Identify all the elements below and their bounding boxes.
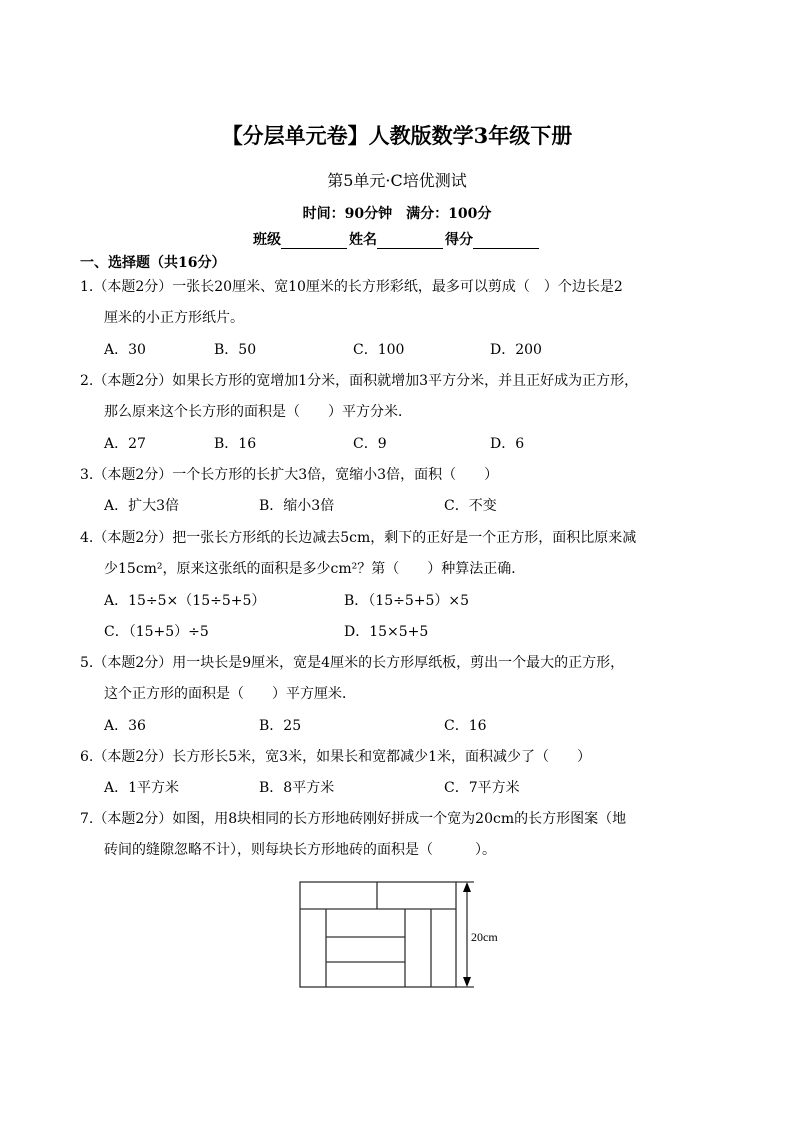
page-title: 【分层单元卷】人教版数学3年级下册 bbox=[221, 123, 573, 148]
q7-line2: 砖间的缝隙忽略不计），则每块长方形地砖的面积是（ ）。 bbox=[104, 842, 496, 858]
q3-opt-b: B．缩小3倍 bbox=[259, 498, 335, 514]
exam-meta: 时间：90分钟 满分：100分 bbox=[302, 206, 492, 222]
q3-opt-a: A．扩大3倍 bbox=[104, 498, 180, 514]
q1-opt-d: D．200 bbox=[490, 342, 542, 358]
class-label: 班级 bbox=[253, 232, 281, 248]
q1-opt-a: A．30 bbox=[104, 342, 146, 358]
q3-opt-c: C．不变 bbox=[444, 498, 497, 514]
q1-line1: 1.（本题2分）一张长20厘米、宽10厘米的长方形彩纸，最多可以剪成（ ）个边长是2 bbox=[80, 279, 623, 295]
q2-line1: 2.（本题2分）如果长方形的宽增加1分米，面积就增加3平方分米，并且正好成为正方形， bbox=[80, 373, 639, 389]
arrow-down-icon bbox=[463, 977, 471, 987]
score-label: 得分 bbox=[445, 232, 473, 248]
q7-line1: 7.（本题2分）如图，用8块相同的长方形地砖刚好拼成一个宽为20cm的长方形图案（地 bbox=[80, 811, 627, 827]
q2-opt-d: D．6 bbox=[490, 436, 525, 452]
q4-opt-c: C．（15+5）÷5 bbox=[104, 624, 209, 640]
arrow-up-icon bbox=[463, 882, 471, 892]
q6-opt-a: A．1平方米 bbox=[104, 780, 180, 796]
q2-opt-c: C．9 bbox=[353, 436, 387, 452]
q6-line1: 6.（本题2分）长方形长5米，宽3米，如果长和宽都减少1米，面积减少了（ ） bbox=[80, 749, 591, 765]
q3-line1: 3.（本题2分）一个长方形的长扩大3倍，宽缩小3倍，面积（ ） bbox=[80, 467, 499, 483]
q4-opt-b: B．（15÷5+5）×5 bbox=[344, 593, 470, 609]
q2-line2: 那么原来这个长方形的面积是（ ）平方分米． bbox=[104, 404, 412, 420]
q1-line2: 厘米的小正方形纸片。 bbox=[104, 310, 244, 326]
q5-line2: 这个正方形的面积是（ ）平方厘米． bbox=[104, 686, 356, 702]
q5-opt-b: B．25 bbox=[259, 718, 302, 734]
q6-opt-b: B．8平方米 bbox=[259, 780, 335, 796]
q5-opt-a: A．36 bbox=[104, 718, 146, 734]
q4-line2: 少15cm²，原来这张纸的面积是多少cm²？第（ ）种算法正确． bbox=[104, 561, 526, 577]
q4-opt-a: A．15÷5×（15÷5+5） bbox=[104, 593, 266, 609]
q2-opt-b: B．16 bbox=[214, 436, 257, 452]
q5-opt-c: C．16 bbox=[444, 718, 487, 734]
subtitle: 第5单元·C培优测试 bbox=[327, 171, 467, 190]
q5-line1: 5.（本题2分）用一块长是9厘米，宽是4厘米的长方形厚纸板，剪出一个最大的正方形， bbox=[80, 655, 625, 671]
q2-opt-a: A．27 bbox=[104, 436, 146, 452]
q4-line1: 4.（本题2分）把一张长方形纸的长边减去5cm，剩下的正好是一个正方形，面积比原来减 bbox=[80, 530, 637, 546]
q1-opt-c: C．100 bbox=[353, 342, 405, 358]
name-label: 姓名 bbox=[349, 232, 377, 248]
section-heading: 一、选择题（共16分） bbox=[80, 255, 226, 271]
dimension-label: 20cm bbox=[471, 930, 498, 944]
q4-opt-d: D．15×5+5 bbox=[344, 624, 429, 640]
q1-opt-b: B．50 bbox=[214, 342, 257, 358]
figure-outline bbox=[300, 882, 456, 987]
q6-opt-c: C．7平方米 bbox=[444, 780, 520, 796]
